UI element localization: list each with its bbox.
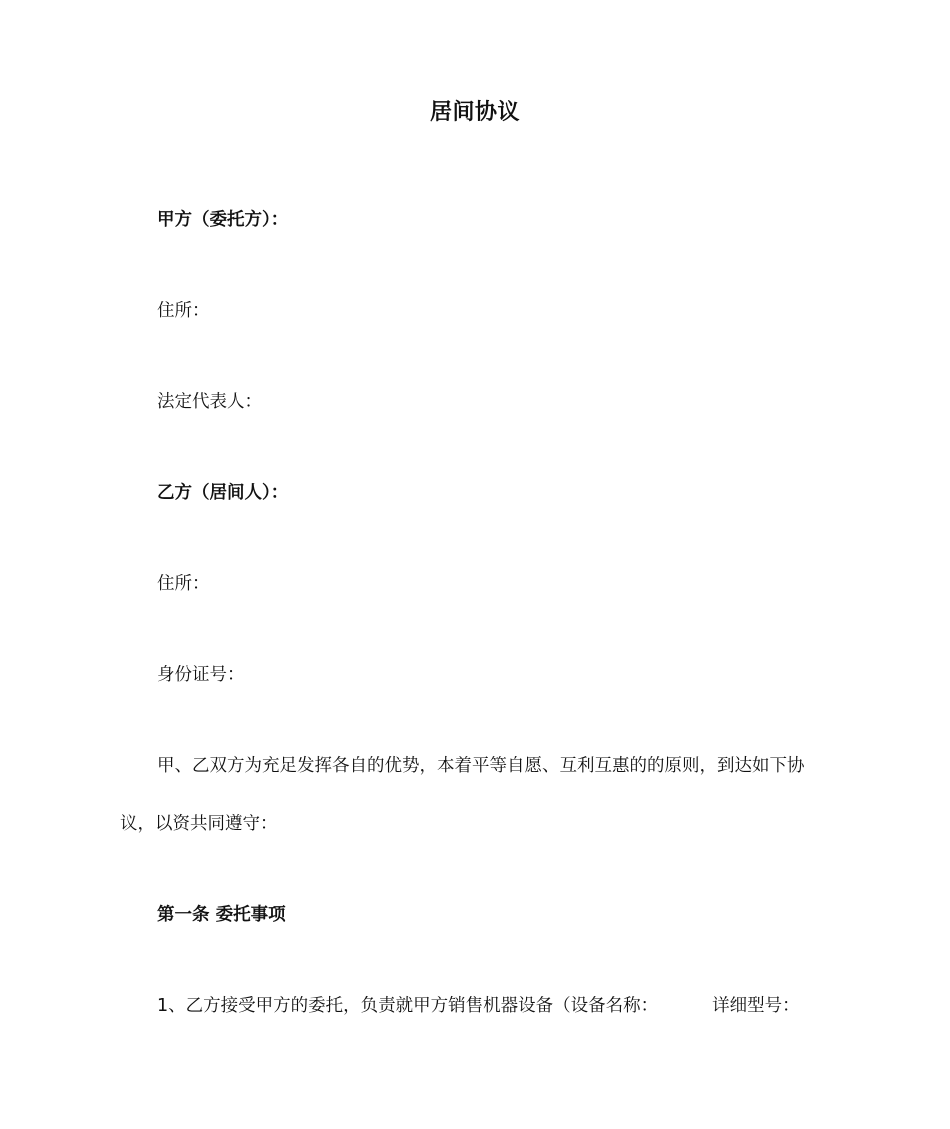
preamble-line-1: 甲、乙双方为充足发挥各自的优势，本着平等自愿、互利互惠的的原则，到达如下协 [157, 756, 805, 776]
document-title: 居间协议 [429, 100, 520, 125]
article-1-item-1 [157, 993, 800, 1019]
article-1-heading: 第一条 委托事项 [157, 905, 286, 925]
article-1-item-1-text: 1、乙方接受甲方的委托，负责就甲方销售机器设备（设备名称： [157, 996, 659, 1016]
party-b-id-label: 身份证号： [157, 665, 245, 685]
party-b-heading: 乙方（居间人）： [157, 483, 289, 503]
preamble-line-2: 议，以资共同遵守： [120, 814, 278, 834]
party-b-address-label: 住所： [157, 574, 210, 594]
party-a-representative-label: 法定代表人： [157, 392, 262, 412]
party-a-heading: 甲方（委托方）： [157, 210, 289, 230]
party-a-address-label: 住所： [157, 301, 210, 321]
article-1-item-1-model-label: 详细型号： [712, 996, 800, 1016]
